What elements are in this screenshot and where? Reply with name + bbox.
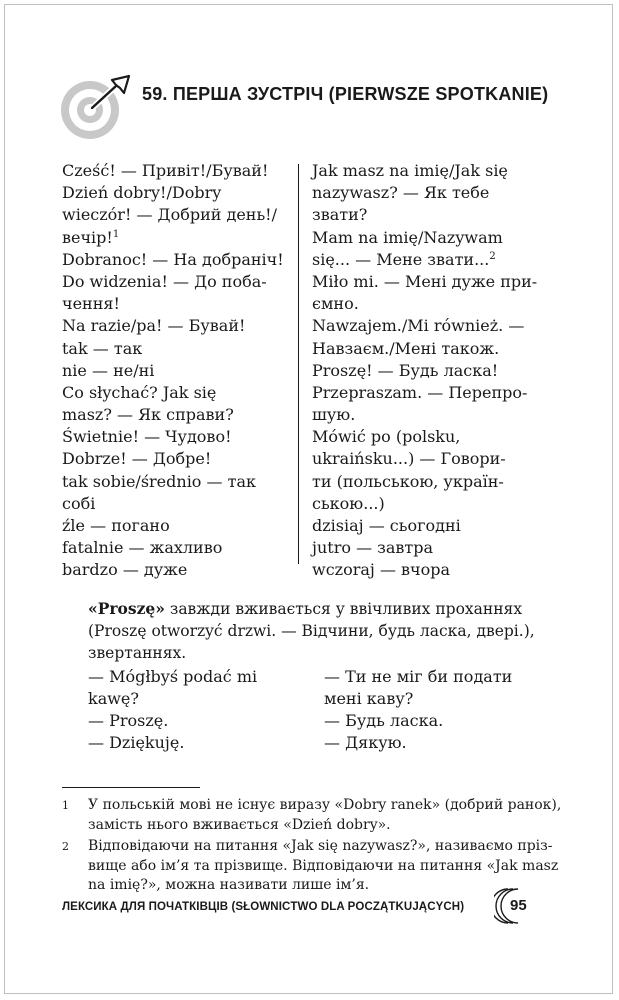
vocab-line: Dobrze! — Добре! <box>62 449 212 469</box>
dialog-line: — Dziękuję. <box>88 733 185 752</box>
column-divider <box>298 164 299 564</box>
vocab-line: źle — погано <box>62 516 170 535</box>
footnote-number: 2 <box>62 840 69 853</box>
page-number: 95 <box>510 897 527 914</box>
vocab-line: Nawzajem./Mi również. — <box>312 316 525 336</box>
vocab-line: шую. <box>312 405 356 425</box>
footnote-1 <box>62 796 562 835</box>
footnote-ref-1: 1 <box>112 228 120 240</box>
vocab-line: Przepraszam. — Перепро- <box>312 382 528 402</box>
footnote-rule <box>62 787 200 788</box>
footnote-line: У польській мові не існує виразу «Dobry ranek» (добрий ранок), <box>88 797 562 813</box>
vocab-line: wieczór! — Добрий день!/ <box>62 205 277 225</box>
dialog-line: — Mógłbyś podać mi <box>88 667 258 686</box>
usage-note <box>88 598 568 664</box>
vocab-line: чення! <box>62 294 120 314</box>
dialog-line: kawę? <box>88 689 139 708</box>
vocab-line: вечір!$^1$ <box>62 227 120 247</box>
dialog-line: — Будь ласка. <box>324 711 444 730</box>
footnote-line: na imię?», можна називати лише ім’я. <box>88 877 370 893</box>
vocab-line: Cześć! — Привіт!/Бувай! <box>62 161 269 180</box>
note-line: звертаннях. <box>88 644 187 662</box>
footnote-2 <box>62 837 562 896</box>
vocab-line: Навзаєм./Мені також. <box>312 338 500 358</box>
vocab-line: tak sobie/średnio — так <box>62 471 256 491</box>
vocab-line: Dobranoc! — На добраніч! <box>62 249 284 269</box>
section-title: 59. ПЕРША ЗУСТРІЧ (PIERWSZE SPOTKANIE) <box>142 84 549 104</box>
vocab-line: jutro — завтра <box>312 538 434 558</box>
vocab-line: Do widzenia! — До поба- <box>62 271 267 291</box>
note-line: «Proszę» завжди вживається у ввічливих проханнях <box>88 599 523 618</box>
vocab-column-right <box>312 160 562 582</box>
vocab-line: bardzo — дуже <box>62 560 188 580</box>
vocab-line: Proszę! — Будь ласка! <box>312 360 499 380</box>
vocab-line: nie — не/ні <box>62 360 155 380</box>
vocab-line: dzisiaj — сьогодні <box>312 516 461 535</box>
vocab-line: Mówić po (polsku, <box>312 427 461 447</box>
target-arrow-icon <box>60 72 136 142</box>
dialog-line: мені каву? <box>324 689 414 708</box>
dialog-line: — Proszę. <box>88 711 169 730</box>
footnotes <box>62 796 562 898</box>
vocab-line: Jak masz na imię/Jak się <box>312 161 508 180</box>
vocab-line: tak — так <box>62 338 143 358</box>
vocab-line: wczoraj — вчора <box>312 560 451 580</box>
dialog-line: — Дякую. <box>324 733 407 752</box>
vocab-line: Co słychać? Jak się <box>62 382 217 402</box>
note-keyword: «Proszę» <box>88 599 165 618</box>
dialog-polish <box>88 666 257 754</box>
vocab-line: звати? <box>312 205 368 225</box>
vocab-column-left <box>62 160 292 582</box>
footnote-line: Відповідаючи на питання «Jak się nazywasz?», називаємо пріз- <box>88 838 553 854</box>
vocab-line: się... — Мене звати...$^2$ <box>312 249 496 269</box>
footnote-ref-2: 2 <box>489 250 496 262</box>
vocab-line: ти (польською, україн- <box>312 471 504 491</box>
vocab-line: Miło mi. — Мені дуже при- <box>312 271 538 291</box>
vocab-line: Świetnie! — Чудово! <box>62 427 232 447</box>
vocab-line: Na razie/pa! — Бувай! <box>62 316 246 336</box>
vocab-line: fatalnie — жахливо <box>62 538 223 558</box>
footnote-line: вище або ім’я та прізвище. Відповідаючи на питання «Jak masz <box>88 857 559 874</box>
vocab-line: ємно. <box>312 294 359 314</box>
vocab-line: Dzień dobry!/Dobry <box>62 183 222 203</box>
footnote-number: 1 <box>62 799 69 812</box>
vocab-line: ською...) <box>312 493 385 513</box>
vocab-line: собі <box>62 493 96 513</box>
dialog-ukrainian <box>324 666 512 754</box>
running-title: ЛЕКСИКА ДЛЯ ПОЧАТКІВЦІВ (SŁOWNICTWO DLA POCZĄTKUJĄCYCH) <box>62 901 465 913</box>
vocab-line: nazywasz? — Як тебе <box>312 183 490 203</box>
footnote-line: замість нього вживається «Dzień dobry». <box>88 816 391 833</box>
vocab-line: Mam na imię/Nazywam <box>312 227 503 247</box>
vocab-line: ukraińsku...) — Говори- <box>312 449 506 469</box>
dialog-line: — Ти не міг би подати <box>324 667 513 686</box>
note-line: (Proszę otworzyć drzwi. — Відчини, будь ласка, двері.), <box>88 622 535 640</box>
vocab-line: masz? — Як справи? <box>62 405 234 425</box>
